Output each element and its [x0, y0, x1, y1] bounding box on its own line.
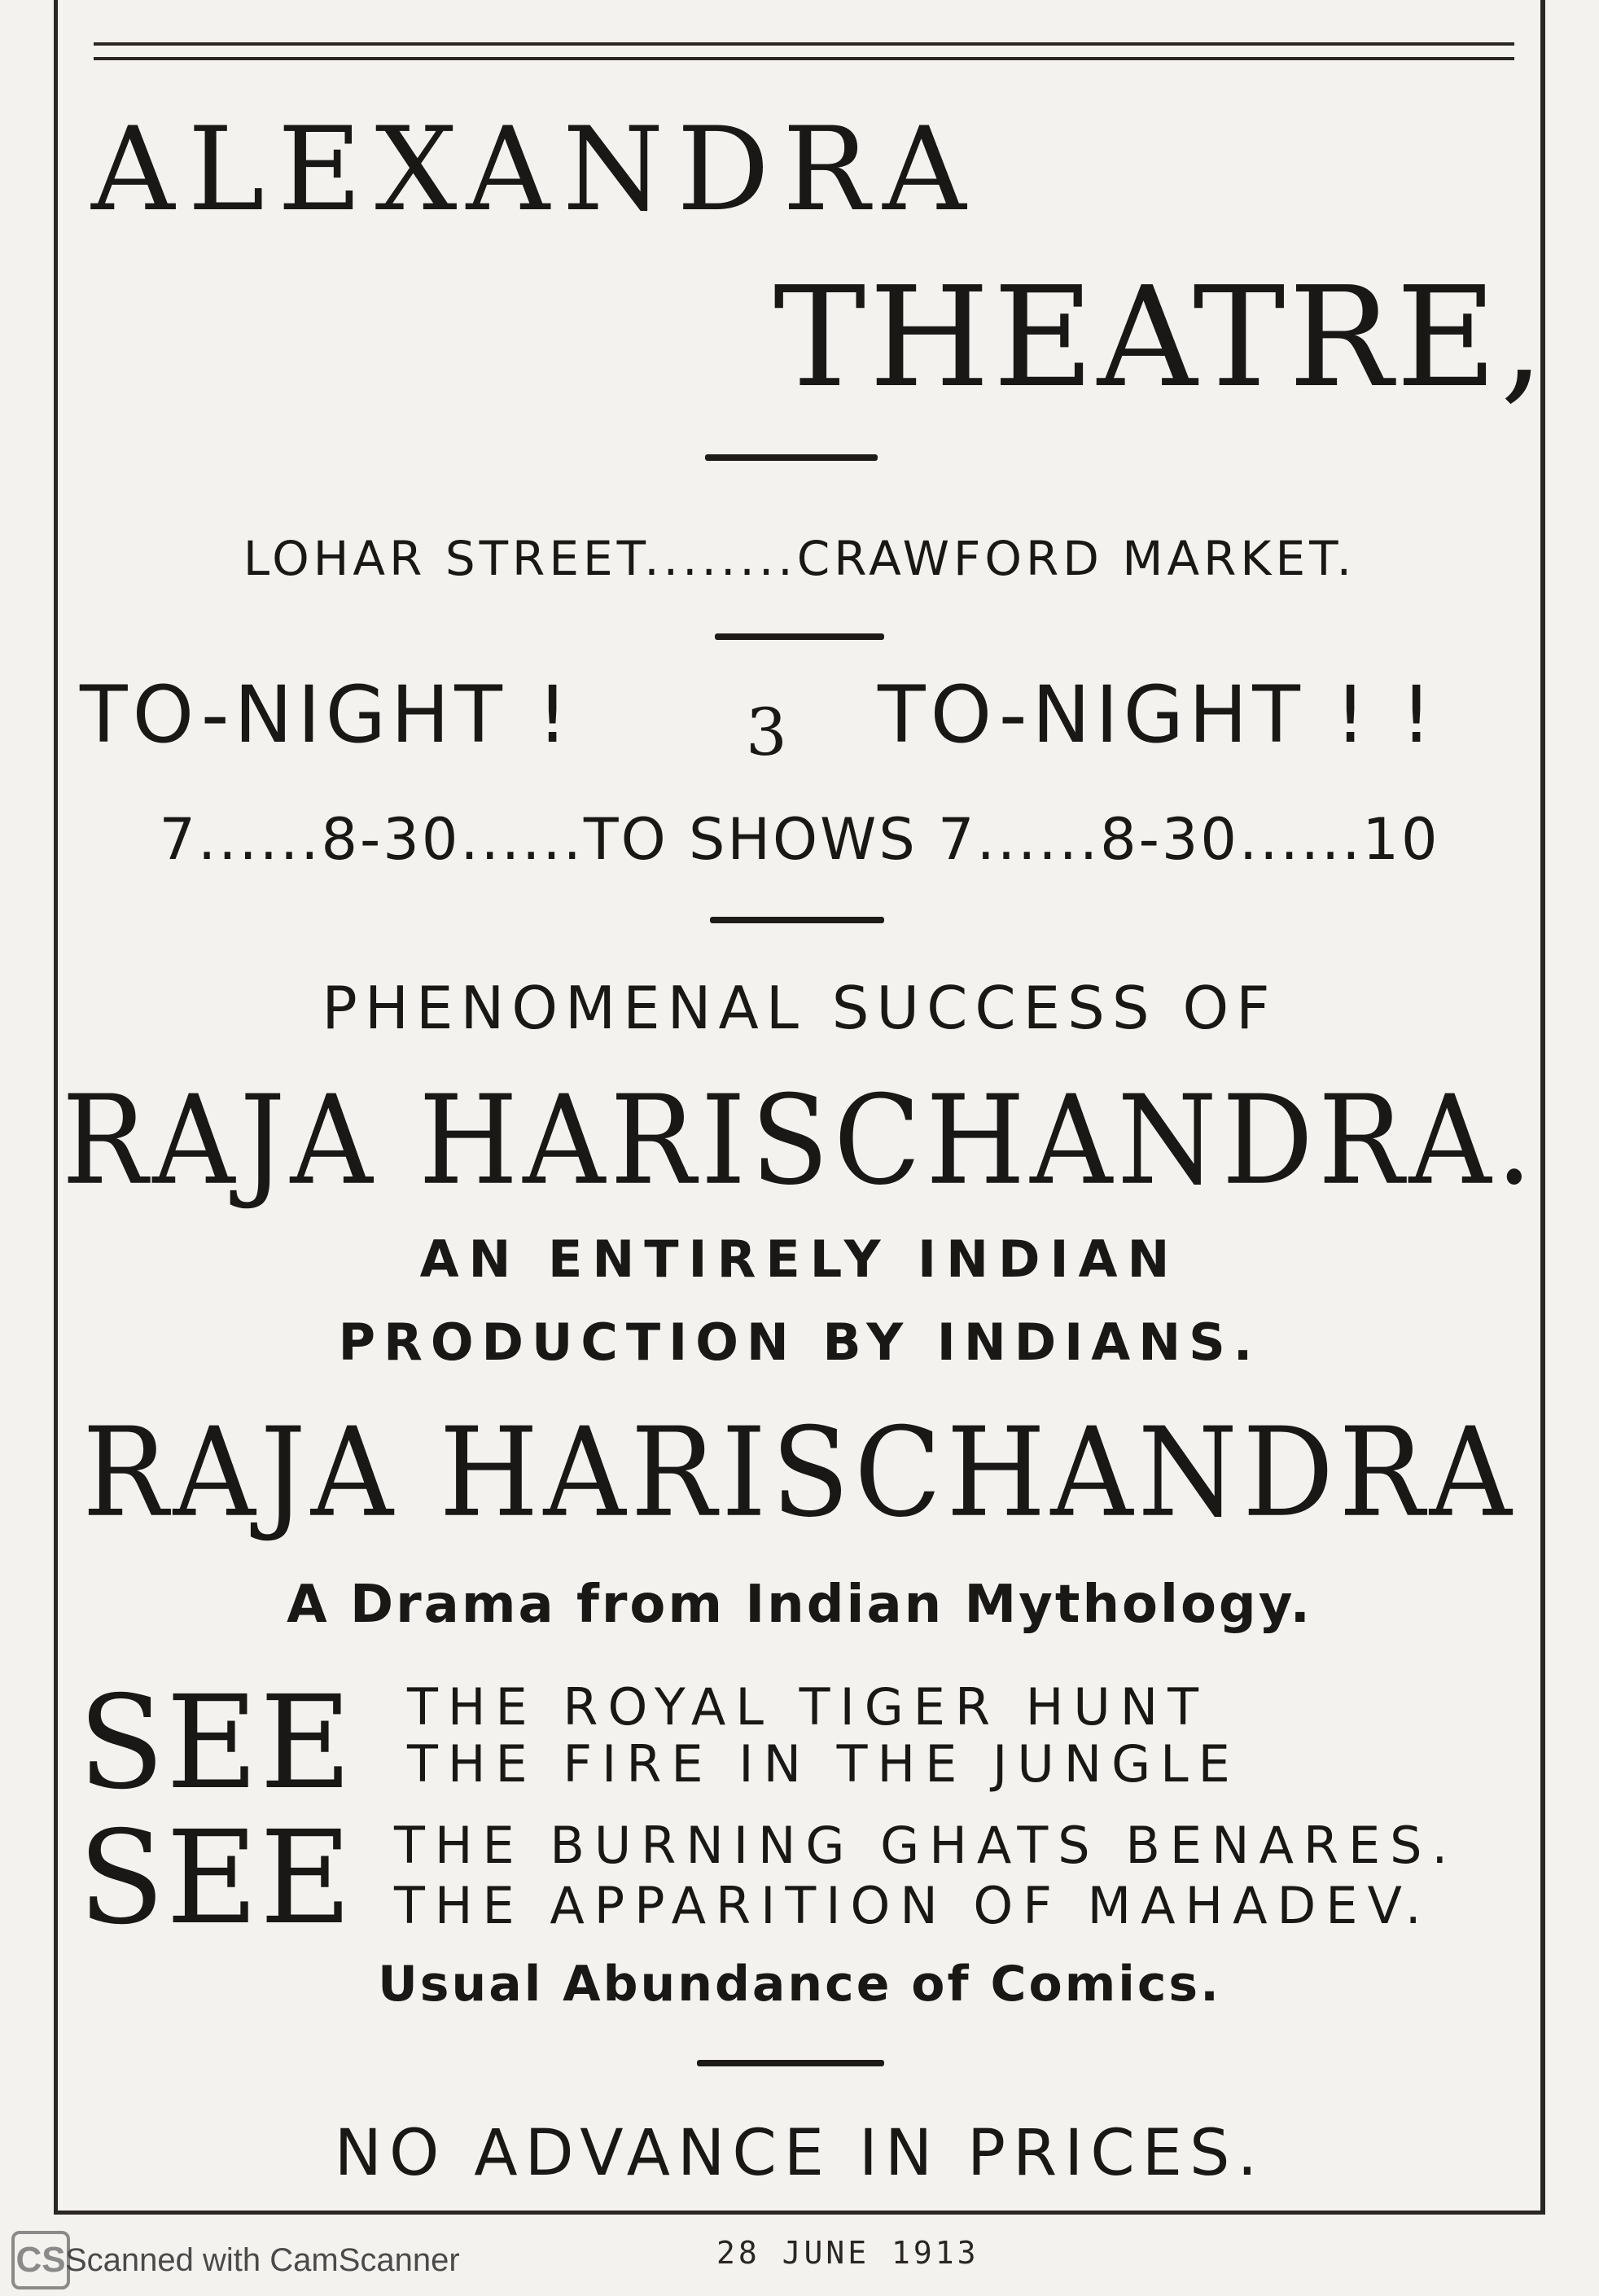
divider [710, 917, 884, 923]
theatre-name-line1: ALEXANDRA [91, 103, 979, 237]
tonight-count: 3 [746, 694, 787, 770]
production-line-2: PRODUCTION BY INDIANS. [338, 1312, 1261, 1372]
production-line-1: AN ENTIRELY INDIAN [419, 1229, 1180, 1289]
see-item-burning-ghats: THE BURNING GHATS BENARES. [394, 1816, 1458, 1875]
tonight-left: TO-NIGHT ! [80, 669, 573, 760]
success-line: PHENOMENAL SUCCESS OF [322, 974, 1277, 1042]
shows-line: 7......8-30......TO SHOWS 7......8-30......10 [159, 806, 1440, 873]
divider [715, 633, 884, 640]
play-title-2: RAJA HARISCHANDRA [82, 1401, 1517, 1545]
header-double-rule-top [94, 42, 1514, 46]
prices-line: NO ADVANCE IN PRICES. [334, 2117, 1265, 2190]
see-item-royal-tiger-hunt: THE ROYAL TIGER HUNT [407, 1677, 1208, 1737]
header-double-rule-bottom [94, 57, 1514, 60]
see-word-2: SEE [78, 1803, 354, 1953]
address-line: LOHAR STREET........CRAWFORD MARKET. [243, 531, 1356, 586]
comics-line: Usual Abundance of Comics. [378, 1956, 1221, 2013]
play-title-1: RAJA HARISCHANDRA. [61, 1069, 1538, 1213]
tonight-right: TO-NIGHT ! ! [878, 669, 1437, 760]
see-word-1: SEE [78, 1668, 354, 1818]
divider [705, 454, 878, 461]
scanner-watermark-text: Scanned with CamScanner [65, 2242, 460, 2278]
divider [697, 2060, 884, 2066]
theatre-name-line2: THEATRE, [773, 257, 1548, 418]
publication-date: 28 JUNE 1913 [716, 2235, 979, 2271]
see-item-fire-in-jungle: THE FIRE IN THE JUNGLE [407, 1734, 1240, 1794]
camscanner-logo-icon: CS [11, 2231, 70, 2289]
drama-line: A Drama from Indian Mythology. [287, 1575, 1312, 1635]
see-item-apparition-mahadev: THE APPARITION OF MAHADEV. [394, 1876, 1431, 1935]
